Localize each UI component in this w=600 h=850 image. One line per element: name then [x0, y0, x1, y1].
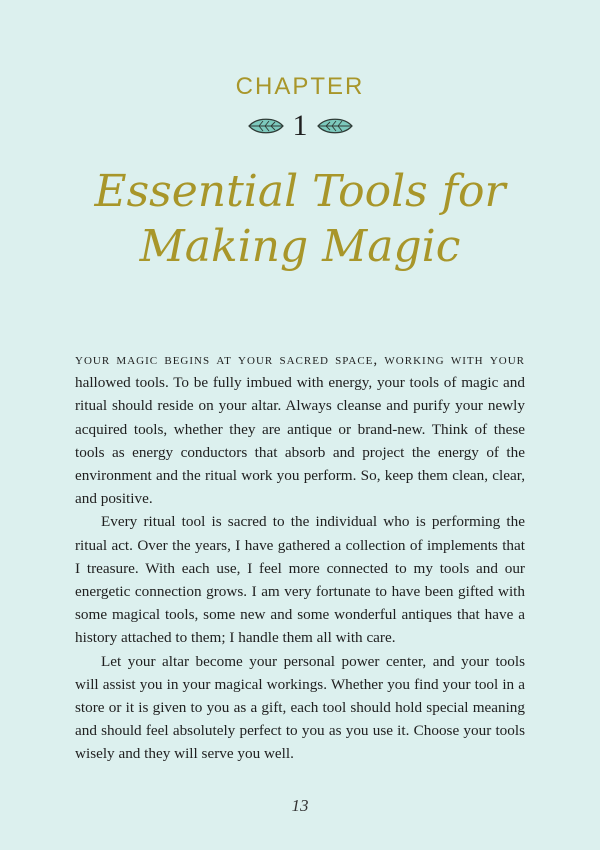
chapter-number-row — [0, 110, 600, 142]
paragraph-1-lead-in: your magic begins at your sacred space, working with your — [75, 351, 525, 368]
chapter-title-line-1: Essential Tools for — [94, 166, 506, 217]
chapter-number: 1 — [292, 109, 308, 142]
leaf-left-icon — [247, 116, 285, 136]
paragraph-3: Let your altar become your personal power center, and your tools will assist you in your magical workings. Whether you find your tool in a store or it is given to you as a gift, each tool should hold special meaning and should feel absolutely perfect to you as you use it. Choose your tools wisely and they will serve you well. — [75, 652, 525, 763]
page-number: 13 — [291, 796, 309, 815]
leaf-right-icon — [316, 116, 354, 136]
paragraph-2: Every ritual tool is sacred to the individual who is performing the ritual act. Over the years, I have gathered a collection of implements that I treasure. With each use, I feel more connected to my tools and our energetic connection grows. I am very fortunate to have been gifted with some magical tools, some new and some wonderful antiques that have a history attached to them; I handle them all with care. — [75, 513, 525, 647]
chapter-title-line-2: Making Magic — [139, 221, 461, 272]
paragraph-1 — [75, 348, 525, 510]
chapter-title — [0, 164, 600, 274]
chapter-label: CHAPTER — [235, 73, 365, 100]
chapter-body — [75, 348, 525, 766]
paragraph-1-text: hallowed tools. To be fully imbued with energy, your tools of magic and ritual should reside on your altar. Always cleanse and purify your newly acquired tools, whether they are antique or brand-new. Think of these tools as energy conductors that absorb and project the energy of the environment and the ritual work you perform. So, keep them clean, clear, and positive. — [75, 374, 525, 508]
